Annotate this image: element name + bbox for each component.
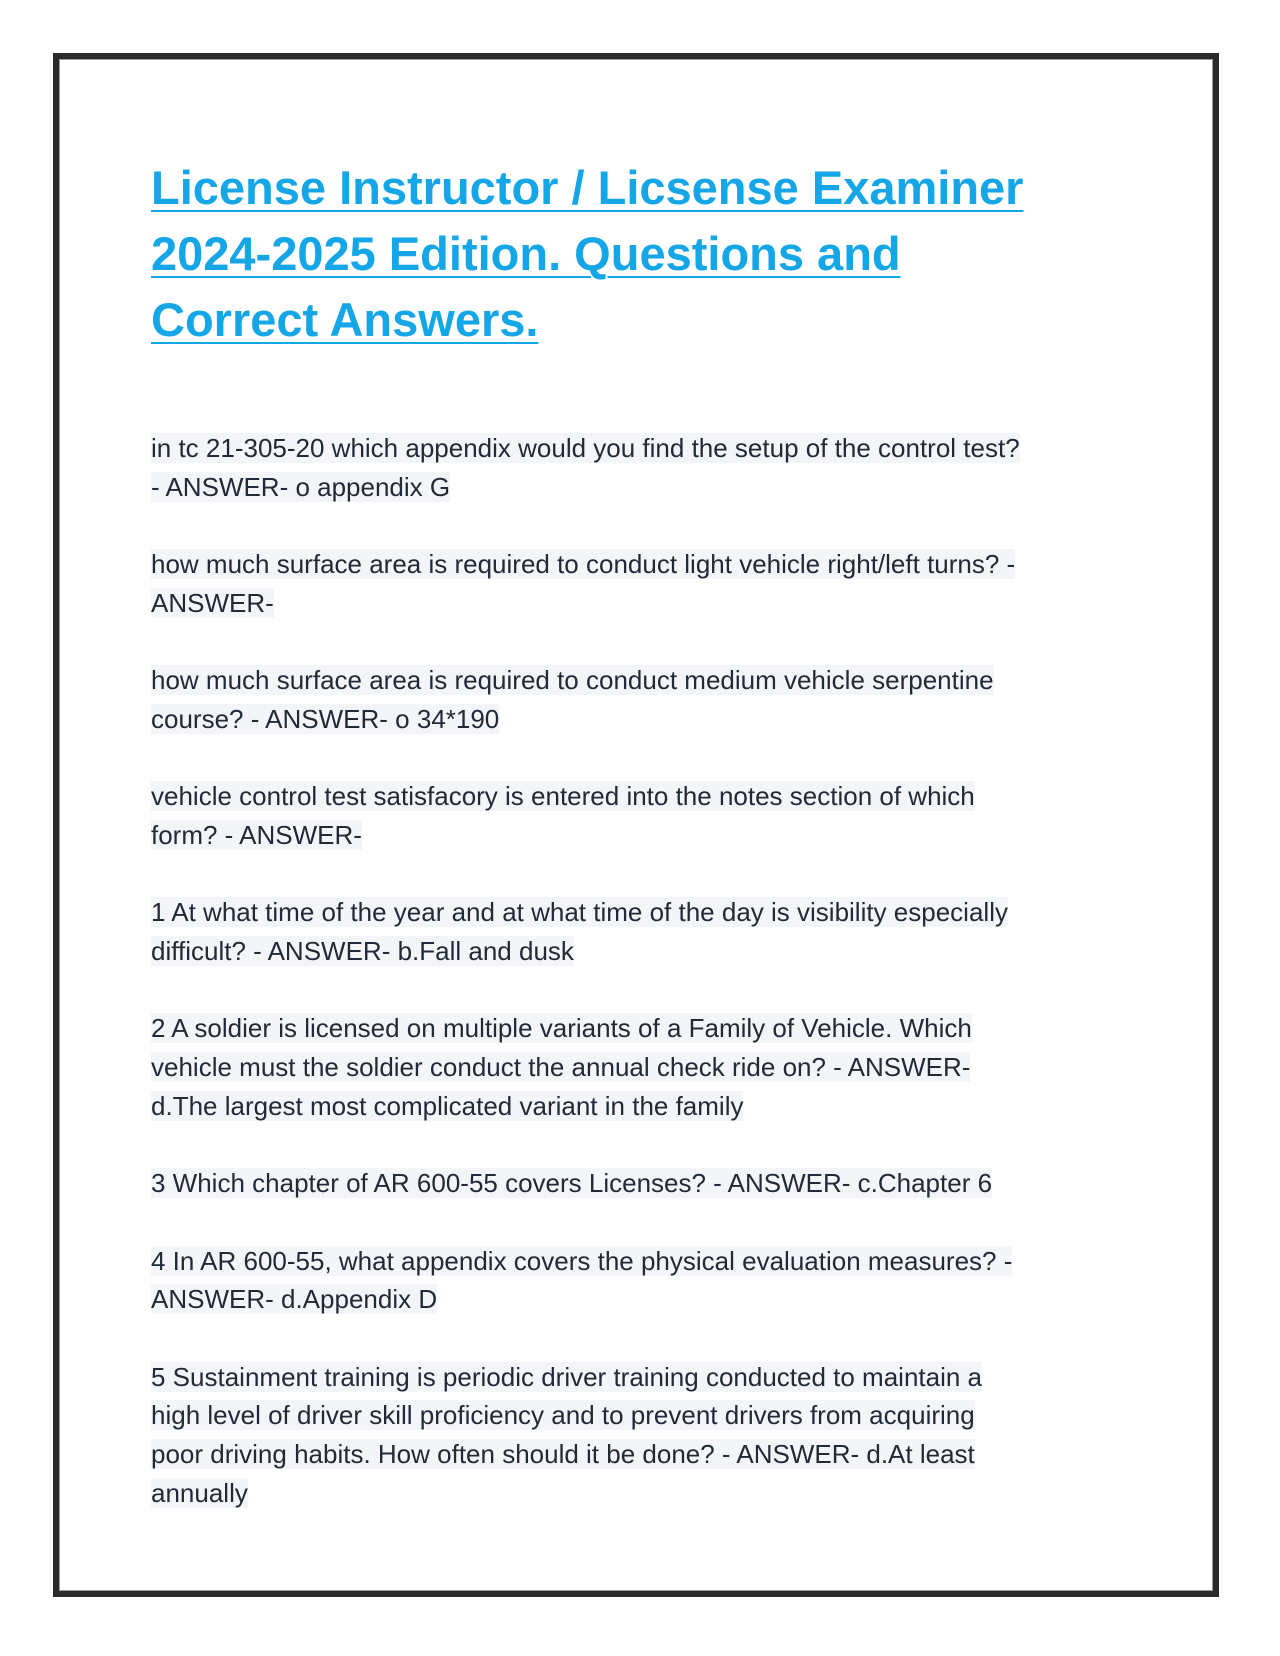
document-title[interactable]: License Instructor / Licsense Examiner 2024-2025 Edition. Questions and Correct Answers. [151,161,1024,346]
qa-text: 5 Sustainment training is periodic driver training conducted to maintain a high level of driver skill proficiency and to prevent drivers from acquiring poor driving habits. How often should it be done? - ANSWER- d.At least annually [151,1361,983,1508]
document-content [151,155,1141,1551]
qa-item [151,1009,1141,1125]
qa-text: how much surface area is required to conduct medium vehicle serpentine course? - ANSWER- o 34*190 [151,665,994,734]
qa-text: 3 Which chapter of AR 600-55 covers Licenses? - ANSWER- c.Chapter 6 [151,1168,993,1199]
qa-item [151,545,1141,622]
qa-item [151,777,1141,854]
qa-text: in tc 21-305-20 which appendix would you find the setup of the control test? - ANSWER- o appendix G [151,433,1020,502]
qa-item [151,1358,1141,1513]
qa-text: 2 A soldier is licensed on multiple variants of a Family of Vehicle. Which vehicle must the soldier conduct the annual check ride on? - ANSWER- d.The largest most complicated variant in the family [151,1013,972,1121]
qa-text: 1 At what time of the year and at what time of the day is visibility especially difficult? - ANSWER- b.Fall and dusk [151,897,1008,967]
qa-text: how much surface area is required to conduct light vehicle right/left turns? - ANSWER- [151,549,1016,618]
qa-item [151,893,1141,970]
qa-text: vehicle control test satisfacory is entered into the notes section of which form? - ANSWER- [151,781,975,850]
qa-list [151,429,1141,1513]
qa-item [151,1164,1141,1203]
qa-item [151,1242,1141,1319]
page-frame [53,53,1219,1597]
qa-item [151,661,1141,738]
qa-item [151,429,1141,506]
qa-text: 4 In AR 600-55, what appendix covers the physical evaluation measures? - ANSWER- d.Appendix D [151,1245,1013,1315]
